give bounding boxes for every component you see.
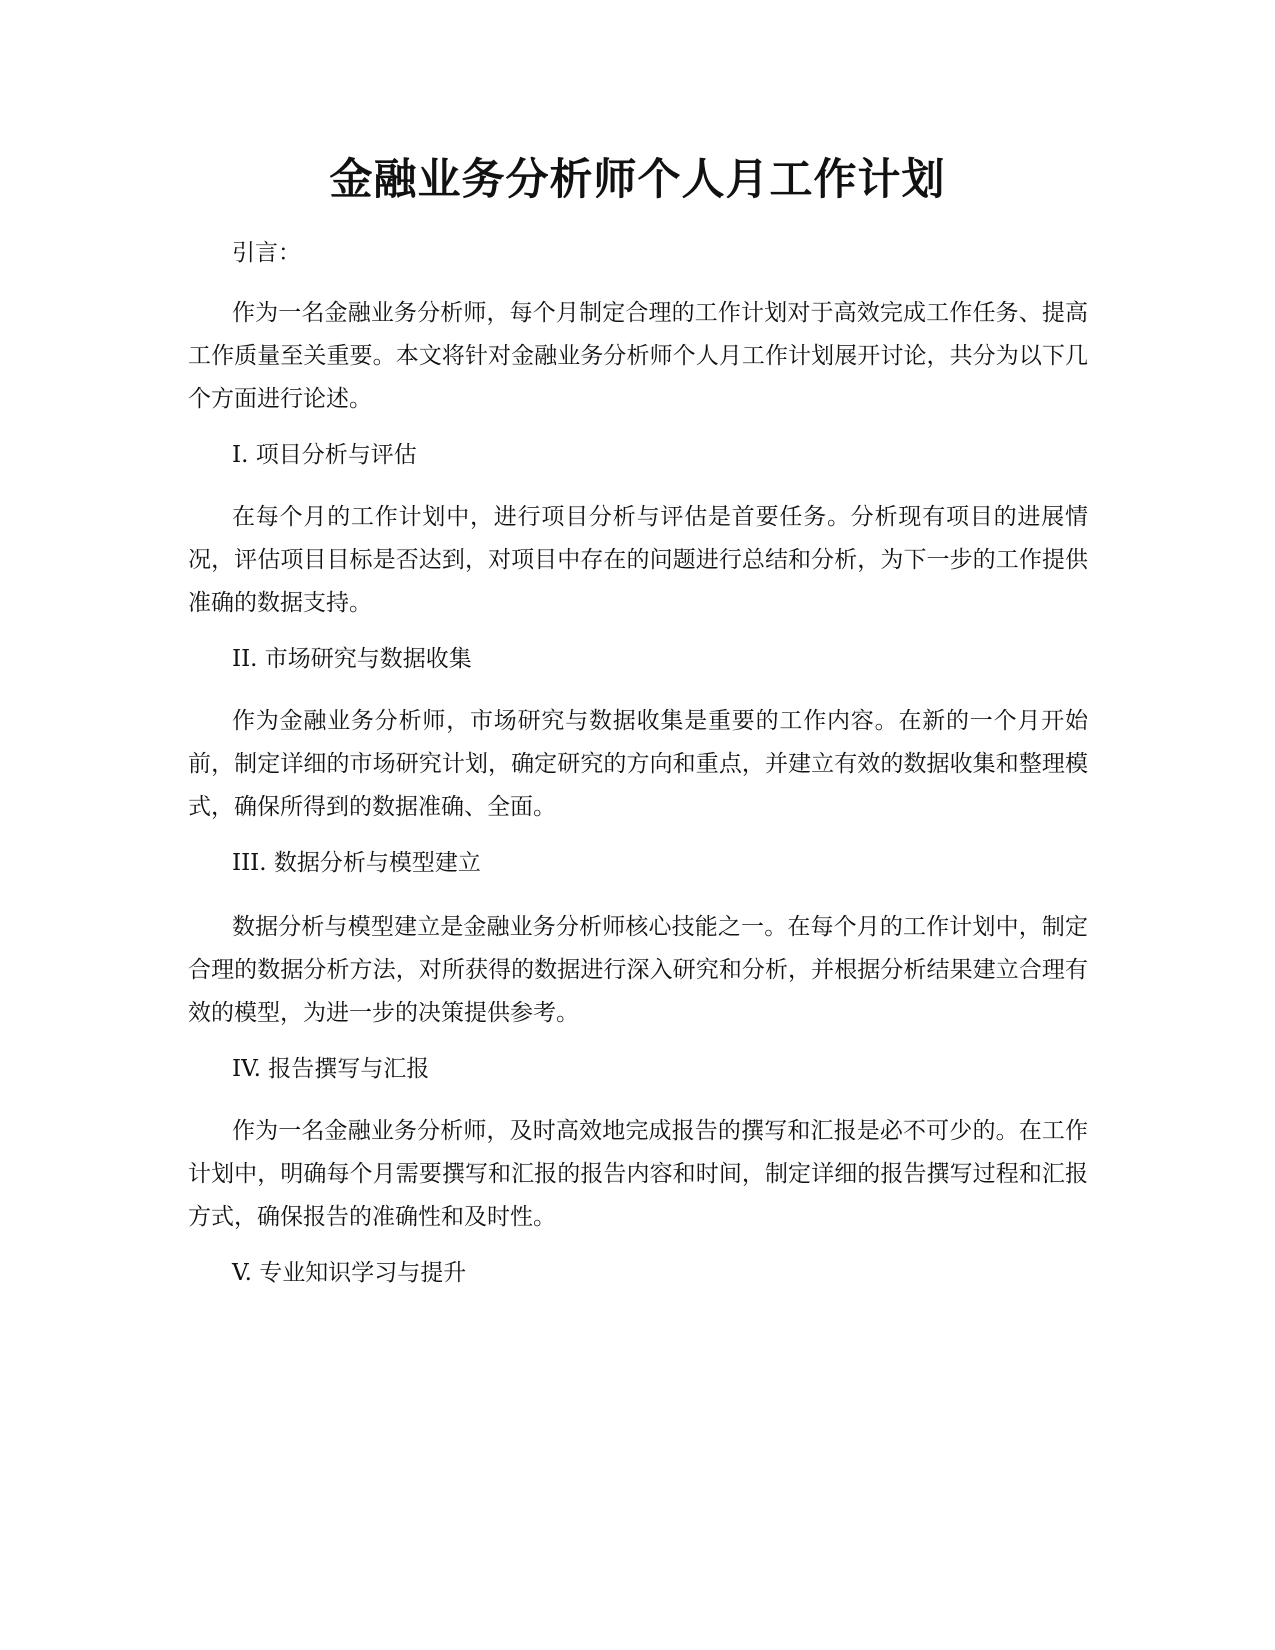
- section-paragraph-1: 在每个月的工作计划中，进行项目分析与评估是首要任务。分析现有项目的进展情况，评估项目目标是否达到，对项目中存在的问题进行总结和分析，为下一步的工作提供准确的数据支持。: [188, 504, 1088, 616]
- section-paragraph-2: 作为金融业务分析师，市场研究与数据收集是重要的工作内容。在新的一个月开始前，制定详细的市场研究计划，确定研究的方向和重点，并建立有效的数据收集和整理模式，确保所得到的数据准确、全面。: [188, 708, 1088, 820]
- section-paragraph-4: 作为一名金融业务分析师，及时高效地完成报告的撰写和汇报是必不可少的。在工作计划中，明确每个月需要撰写和汇报的报告内容和时间，制定详细的报告撰写过程和汇报方式，确保报告的准确性和及时性。: [188, 1118, 1088, 1230]
- section-heading-1: I. 项目分析与评估: [232, 442, 417, 468]
- intro-label: 引言：: [232, 240, 301, 266]
- intro-paragraph: 作为一名金融业务分析师，每个月制定合理的工作计划对于高效完成工作任务、提高工作质量至关重要。本文将针对金融业务分析师个人月工作计划展开讨论，共分为以下几个方面进行论述。: [188, 300, 1088, 412]
- document-title: 金融业务分析师个人月工作计划: [329, 155, 946, 205]
- section-heading-2: II. 市场研究与数据收集: [232, 646, 472, 672]
- section-paragraph-3: 数据分析与模型建立是金融业务分析师核心技能之一。在每个月的工作计划中，制定合理的数据分析方法，对所获得的数据进行深入研究和分析，并根据分析结果建立合理有效的模型，为进一步的决策提供参考。: [188, 914, 1088, 1026]
- section-heading-3: III. 数据分析与模型建立: [232, 850, 481, 876]
- section-heading-5: V. 专业知识学习与提升: [232, 1260, 467, 1286]
- section-heading-4: IV. 报告撰写与汇报: [232, 1056, 430, 1082]
